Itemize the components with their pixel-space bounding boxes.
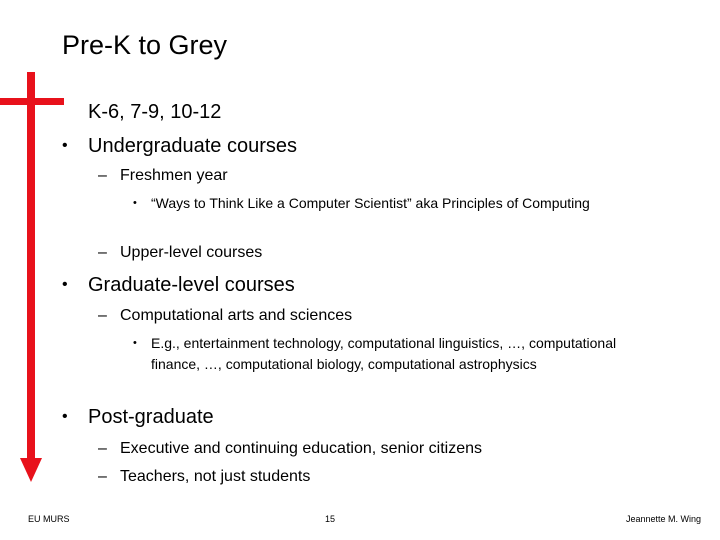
bullet-post: • <box>62 408 68 425</box>
item-upper: Upper-level courses <box>120 244 263 261</box>
footer-page-number: 15 <box>325 514 336 524</box>
arrow-head <box>20 458 42 482</box>
dash-comp-arts: – <box>98 307 107 324</box>
item-k12: K-6, 7-9, 10-12 <box>88 101 222 123</box>
item-ways: “Ways to Think Like a Computer Scientist” aka Principles of Computing <box>151 195 590 211</box>
bullet-grad: • <box>62 276 68 293</box>
item-exec: Executive and continuing education, senior citizens <box>120 440 482 457</box>
dash-freshmen: – <box>98 167 107 184</box>
footer-right: Jeannette M. Wing <box>626 514 702 524</box>
timeline-arrow-icon <box>0 0 80 490</box>
arrow-shaft <box>27 72 35 460</box>
item-post: Post-graduate <box>88 406 214 428</box>
dash-teachers: – <box>98 468 107 485</box>
item-grad: Graduate-level courses <box>88 274 295 296</box>
bullet-eg: • <box>133 337 137 349</box>
item-teachers: Teachers, not just students <box>120 468 311 485</box>
bullet-ways: • <box>133 197 137 209</box>
item-undergrad: Undergraduate courses <box>88 135 298 157</box>
dash-upper: – <box>98 244 107 261</box>
item-comp-arts: Computational arts and sciences <box>120 307 353 324</box>
item-eg: E.g., entertainment technology, computational linguistics, …, computational finance, …, computational biology, computational astrophysics <box>151 335 617 372</box>
item-freshmen: Freshmen year <box>120 167 228 184</box>
bullet-undergrad: • <box>62 137 68 154</box>
footer-left: EU MURS <box>28 514 70 524</box>
slide-title: Pre-K to Grey <box>62 30 228 60</box>
dash-exec: – <box>98 440 107 457</box>
